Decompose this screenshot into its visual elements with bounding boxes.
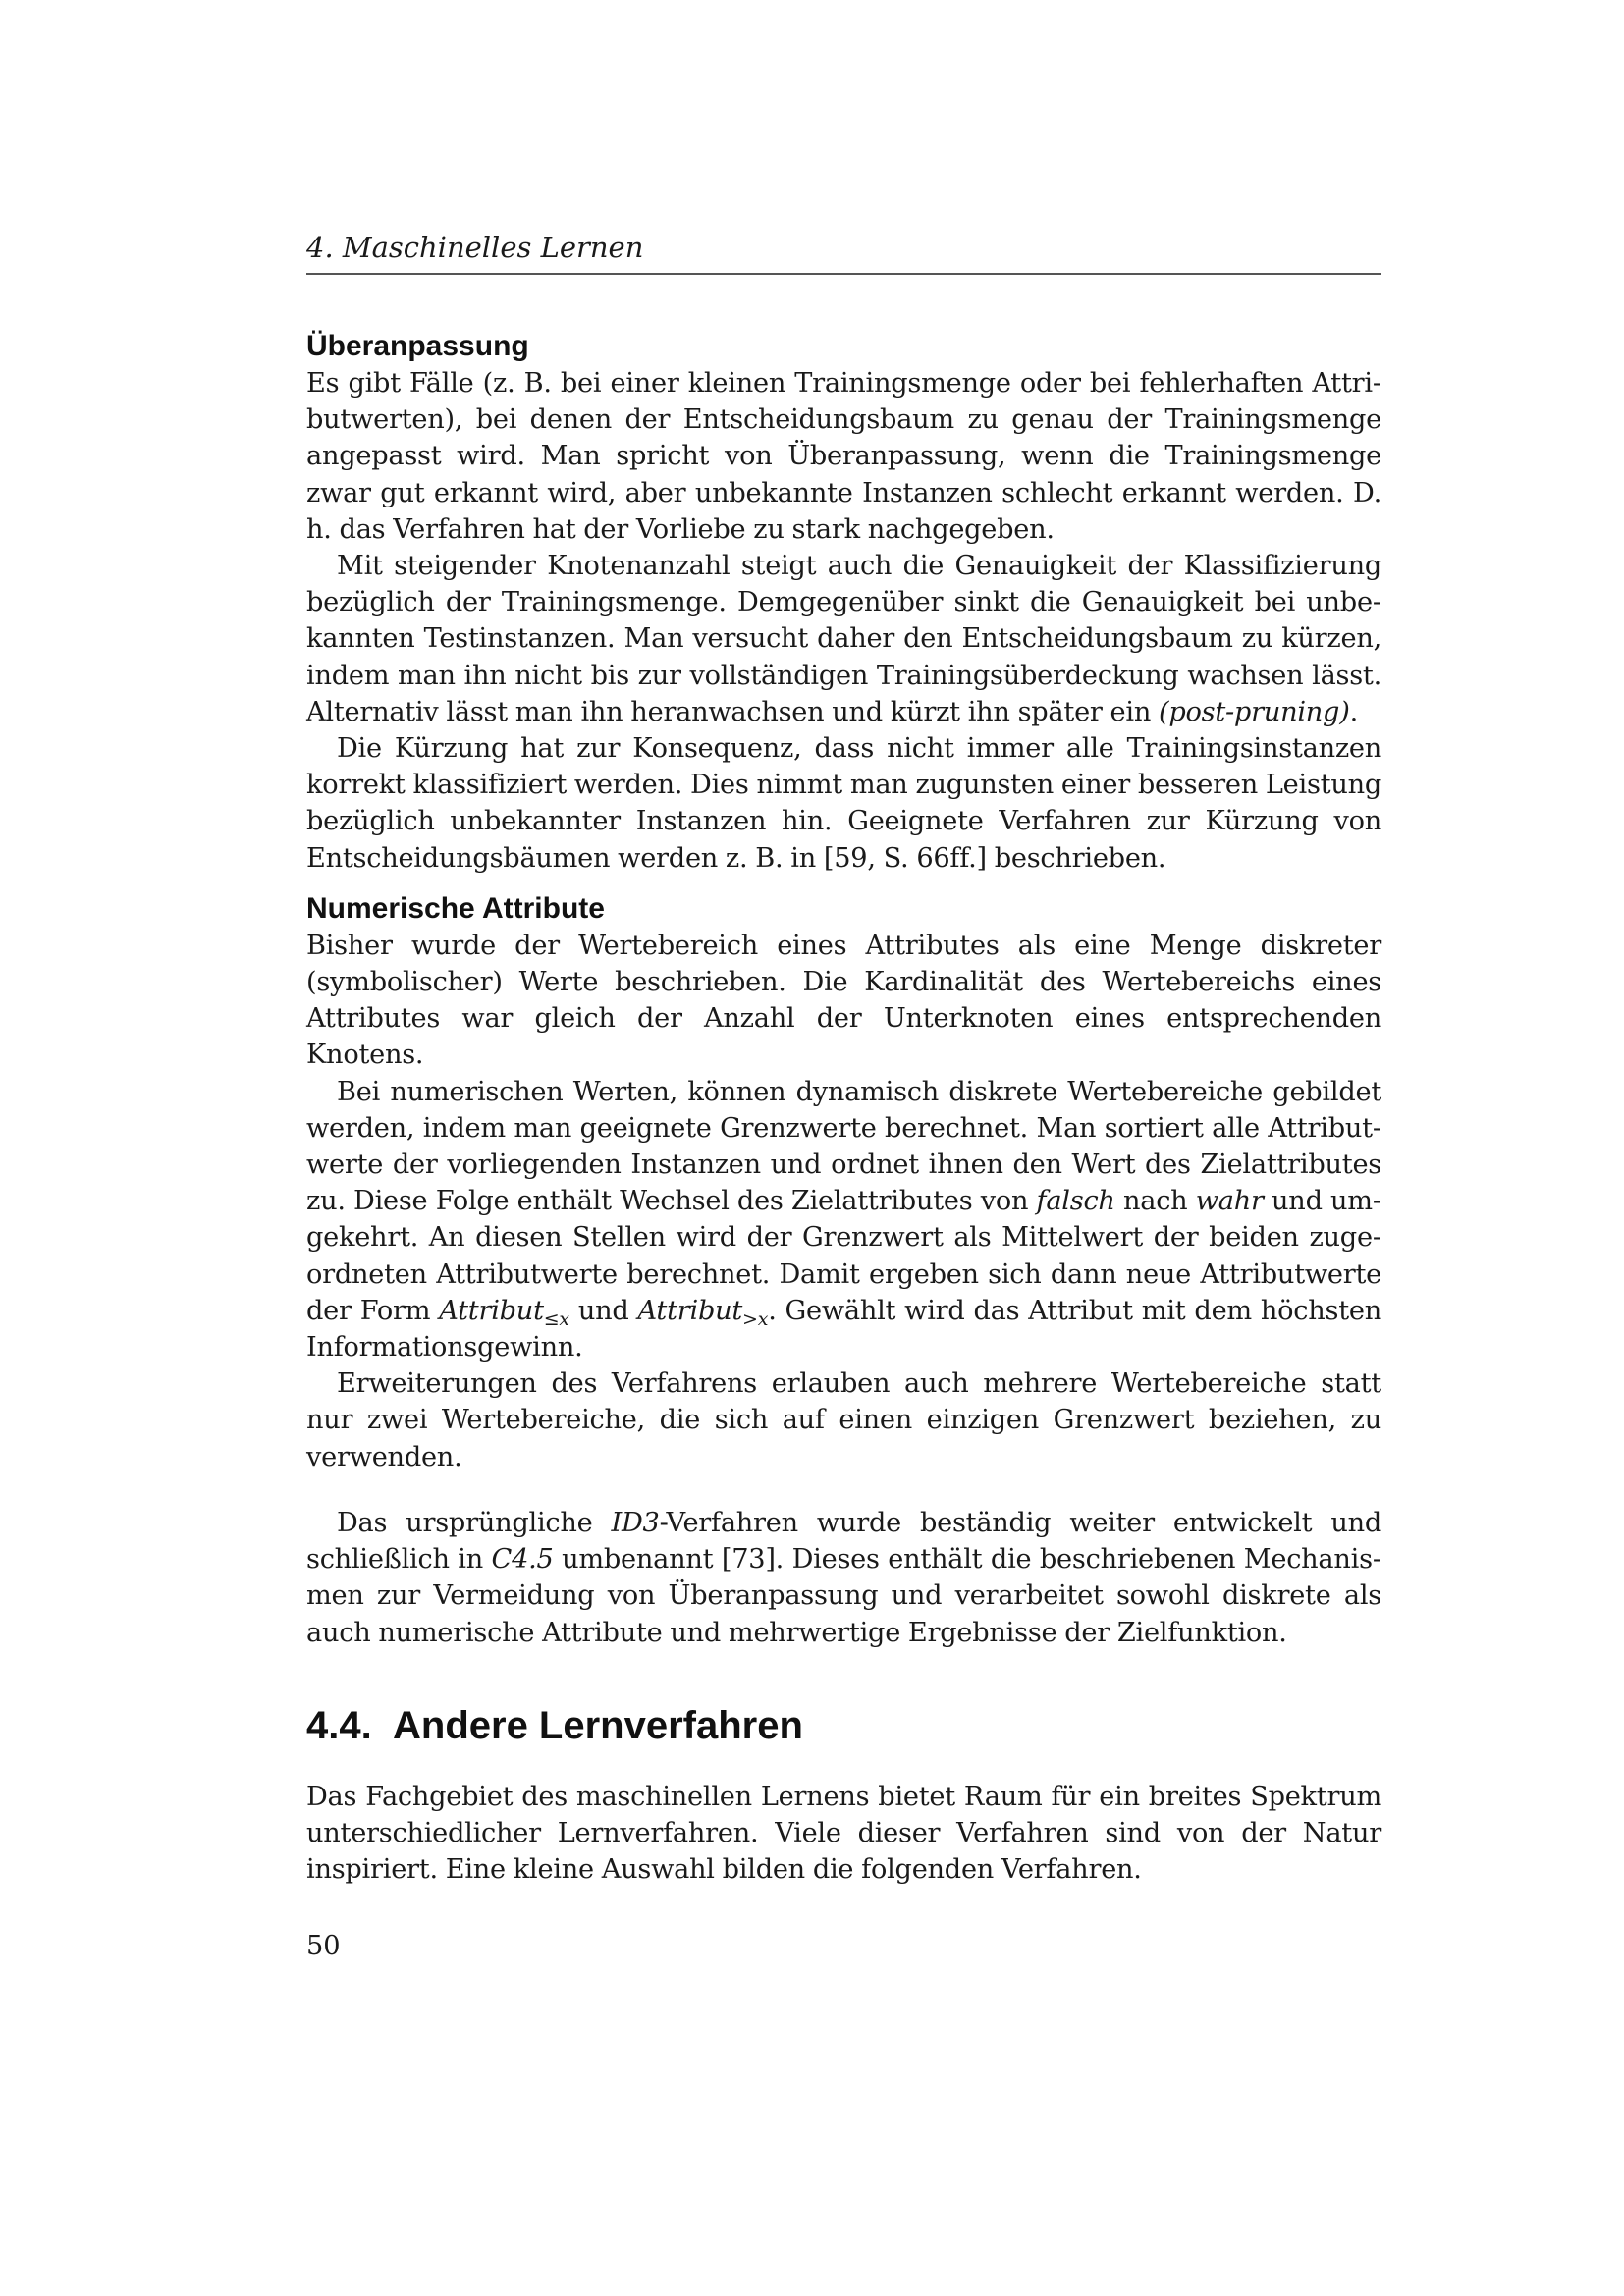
section-title-andere-lernverfahren [306, 1702, 1381, 1749]
section-number: 4.4. [306, 1703, 372, 1747]
text-run: -Verfahren wurde beständig weiter entwickelt und schließlich in [306, 1507, 1381, 1575]
spacer [306, 1749, 1381, 1779]
spacer [306, 1651, 1381, 1702]
subscript-le-x: ≤x [543, 1308, 569, 1330]
spacer [306, 877, 1381, 890]
subscript-gt-x: >x [742, 1308, 769, 1330]
text-run: . Gewählt wird das Attribut mit dem höchsten Informationsgewinn. [306, 1295, 1381, 1363]
running-header: 4. Maschinelles Lernen [306, 231, 644, 264]
spacer [306, 1475, 1381, 1505]
header-rule [306, 273, 1381, 275]
text-run: umbenannt [73]. Dieses enthält die beschriebenen Mechanismen zur Vermeidung von Überanpassung und verarbeitet sowohl diskrete als auch numerische Attribute und mehrwertige Ergebnisse der Zielfunktion. [306, 1544, 1381, 1648]
paragraph-andere-1: Das Fachgebiet des maschinellen Lernens bietet Raum für ein breites Spektrum unterschiedlicher Lernverfahren. Viele dieser Verfahren sind von der Natur inspiriert. Eine kleine Auswahl bilden die folgenden Verfahren. [306, 1781, 1381, 1886]
heading-ueberanpassung: Überanpassung [306, 330, 529, 362]
text-run: Mit steigender Knotenanzahl steigt auch die Genauigkeit der Klassifizierung bezüglich der Trainingsmenge. Demgegenüber sinkt die Genauigkeit bei unbekannten Testinstanzen. Man versucht daher den Entscheidungsbaum zu kürzen, indem man ihn nicht bis zur vollständigen Trainingsüberdeckung wachsen lässt. Alternativ lässt man ihn heranwachsen und kürzt ihn später ein [306, 551, 1381, 727]
term-attribut-gt: Attribut [637, 1295, 743, 1326]
page-number: 50 [306, 1931, 341, 1961]
term-falsch: falsch [1036, 1186, 1115, 1217]
page-content [306, 328, 1381, 1888]
heading-numerische-attribute: Numerische Attribute [306, 891, 605, 925]
paragraph-numerisch-1: Bisher wurde der Wertebereich eines Attributes als eine Menge diskreter (symbolischer) Werte beschrieben. Die Kardinalität des Wertebereichs eines Attributes war gleich der Anzahl der Unterknoten eines entsprechenden Knotens. [306, 930, 1381, 1071]
paragraph-ueberanpassung-1: Es gibt Fälle (z. B. bei einer kleinen Trainingsmenge oder bei fehlerhaften Attributwerten), bei denen der Entscheidungsbaum zu genau der Trainingsmenge angepasst wird. Man spricht von Überanpassung, wenn die Trainingsmenge zwar gut erkannt wird, aber unbekannte Instanzen schlecht erkannt werden. D. h. das Verfahren hat der Vorliebe zu stark nachgegeben. [306, 368, 1381, 545]
text-run: und umgekehrt. An diesen Stellen wird der Grenzwert als Mittelwert der beiden zugeordneten Attributwerte berechnet. Damit ergeben sich dann neue Attributwerte der Form [306, 1186, 1382, 1326]
document-page [306, 0, 1381, 2296]
term-post-pruning: (post-pruning) [1158, 696, 1350, 727]
paragraph-ueberanpassung-2 [306, 548, 1381, 730]
term-attribut-le: Attribut [439, 1295, 544, 1326]
term-wahr: wahr [1195, 1186, 1264, 1217]
text-run: Bei numerischen Werten, können dynamisch diskrete Wertebereiche gebildet werden, indem man geeignete Grenzwerte berechnet. Man sortiert alle Attributwerte der vorliegenden Instanzen und ordnet ihnen den Wert des Zielattributes zu. Diese Folge enthält Wechsel des Zielattributes von [306, 1076, 1381, 1217]
section-title-text: Andere Lernverfahren [393, 1703, 803, 1747]
term-c45: C4.5 [491, 1544, 554, 1575]
text-run: Das ursprüngliche [337, 1507, 612, 1538]
text-run: und [568, 1295, 638, 1326]
text-run: . [1349, 696, 1358, 727]
paragraph-c45 [306, 1505, 1381, 1651]
term-id3: ID3 [611, 1507, 660, 1538]
paragraph-numerisch-2 [306, 1074, 1381, 1366]
text-run: nach [1114, 1186, 1196, 1217]
paragraph-numerisch-3: Erweiterungen des Verfahrens erlauben auch mehrere Wertebereiche statt nur zwei Wertebereiche, die sich auf einen einzigen Grenzwert beziehen, zu verwenden. [306, 1368, 1381, 1472]
paragraph-ueberanpassung-3: Die Kürzung hat zur Konsequenz, dass nicht immer alle Trainingsinstanzen korrekt klassifiziert werden. Dies nimmt man zugunsten einer besseren Leistung bezüglich unbekannter Instanzen hin. Geeignete Verfahren zur Kürzung von Entscheidungsbäumen werden z. B. in [59, S. 66ff.] beschrieben. [306, 733, 1381, 874]
